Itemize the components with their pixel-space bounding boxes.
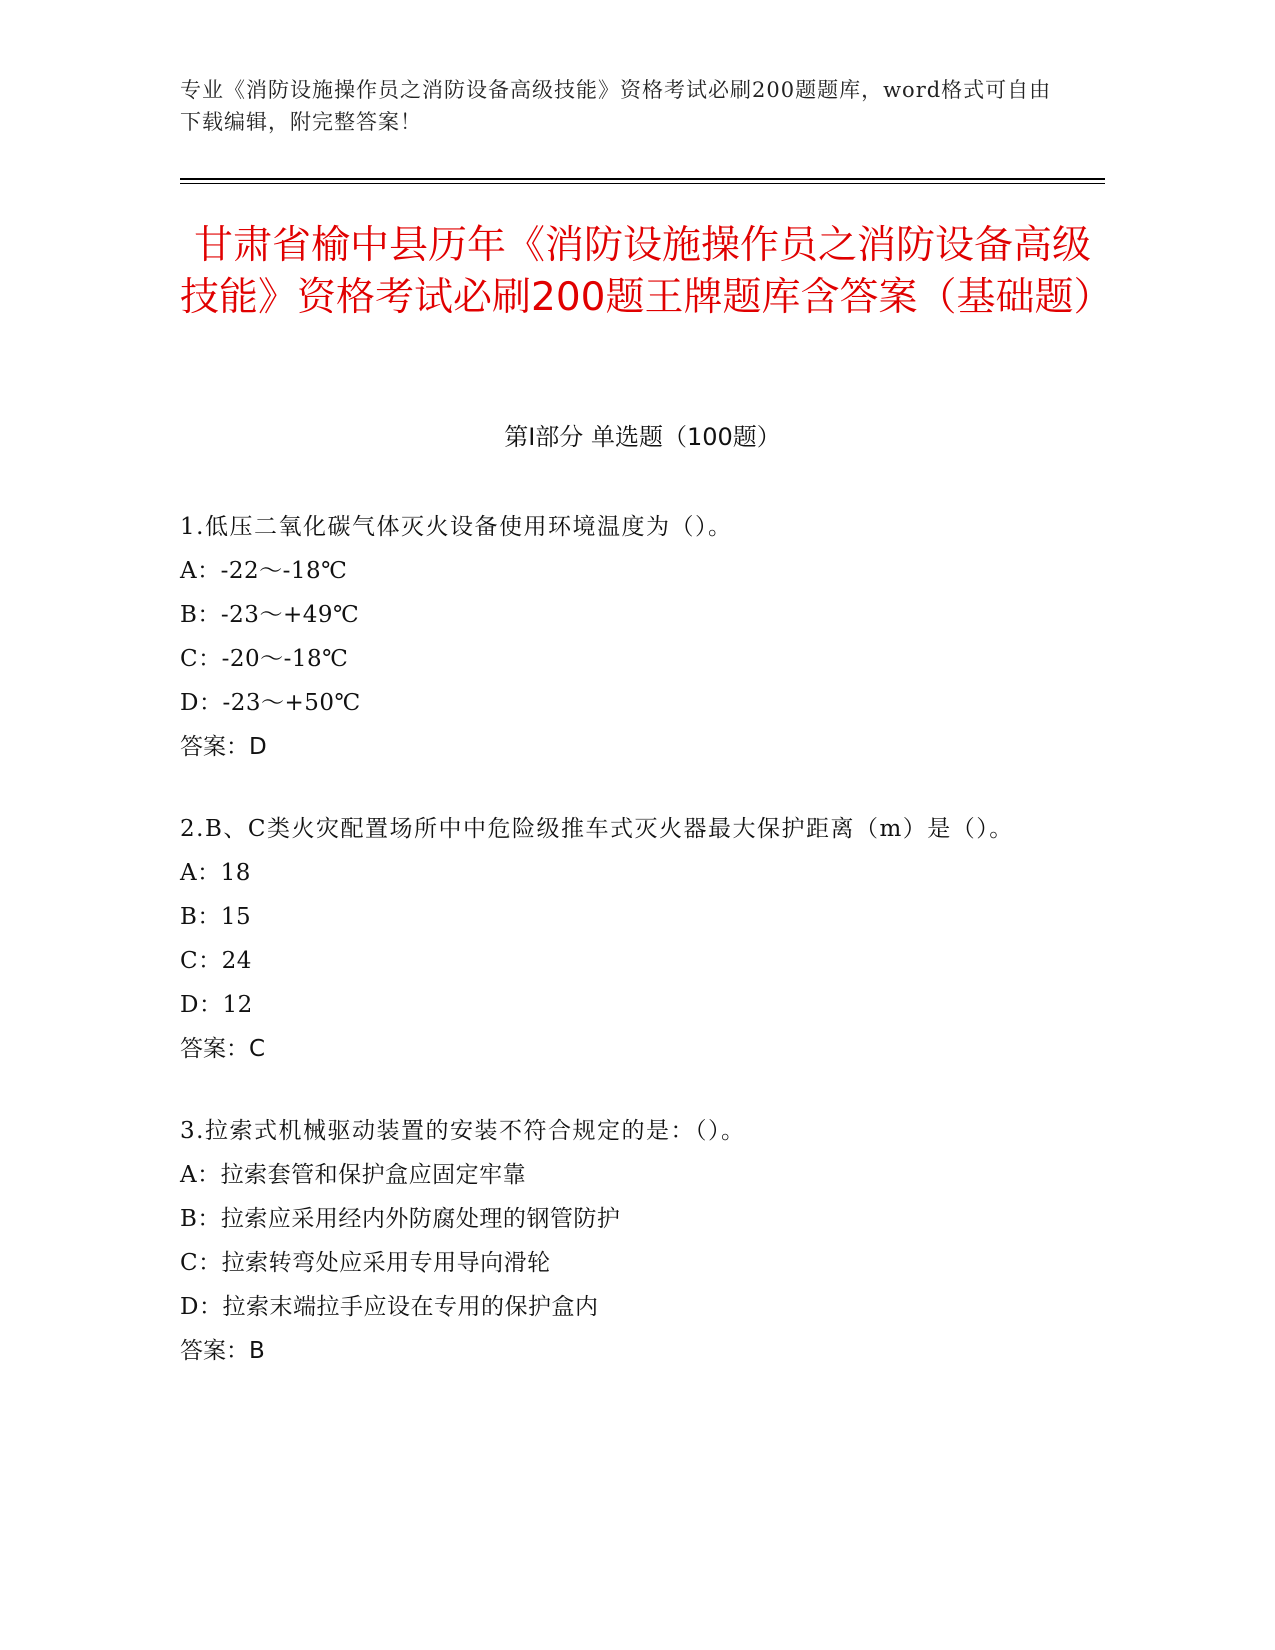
- option-d: D：12: [180, 992, 253, 1018]
- header-note: 专业《消防设施操作员之消防设备高级技能》资格考试必刷200题题库，word格式可自由下载编辑，附完整答案！: [180, 78, 1052, 134]
- section-title: 第Ⅰ部分 单选题（100题）: [504, 423, 781, 451]
- header-rule-thick: [180, 178, 1105, 180]
- answer: 答案：D: [180, 734, 267, 760]
- option-b: B：拉索应采用经内外防腐处理的钢管防护: [180, 1206, 621, 1232]
- option-d: D：-23～+50℃: [180, 690, 361, 716]
- option-c: C：拉索转弯处应采用专用导向滑轮: [180, 1250, 551, 1276]
- option-c: C：-20～-18℃: [180, 646, 349, 672]
- question-stem: 2.B、C类火灾配置场所中中危险级推车式灭火器最大保护距离（m）是（）。: [180, 816, 1014, 842]
- option-b: B：15: [180, 904, 252, 930]
- question-2: [180, 807, 1060, 1071]
- question-stem: 1.低压二氧化碳气体灭火设备使用环境温度为（）。: [180, 514, 733, 540]
- option-d: D：拉索末端拉手应设在专用的保护盒内: [180, 1294, 599, 1320]
- answer: 答案：B: [180, 1338, 265, 1364]
- option-b: B：-23～+49℃: [180, 602, 360, 628]
- answer: 答案：C: [180, 1036, 266, 1062]
- option-c: C：24: [180, 948, 252, 974]
- option-a: A：拉索套管和保护盒应固定牢靠: [180, 1162, 527, 1188]
- document-title: 甘肃省榆中县历年《消防设施操作员之消防设备高级技能》资格考试必刷200题王牌题库含答案（基础题）: [180, 223, 1113, 320]
- question-1: [180, 505, 1060, 769]
- question-3: [180, 1109, 1060, 1373]
- question-stem: 3.拉索式机械驱动装置的安装不符合规定的是：（）。: [180, 1118, 746, 1144]
- option-a: A：-22～-18℃: [180, 558, 348, 584]
- header-rule-thin: [180, 183, 1105, 184]
- question-list: [180, 505, 1060, 1411]
- option-a: A：18: [180, 860, 251, 886]
